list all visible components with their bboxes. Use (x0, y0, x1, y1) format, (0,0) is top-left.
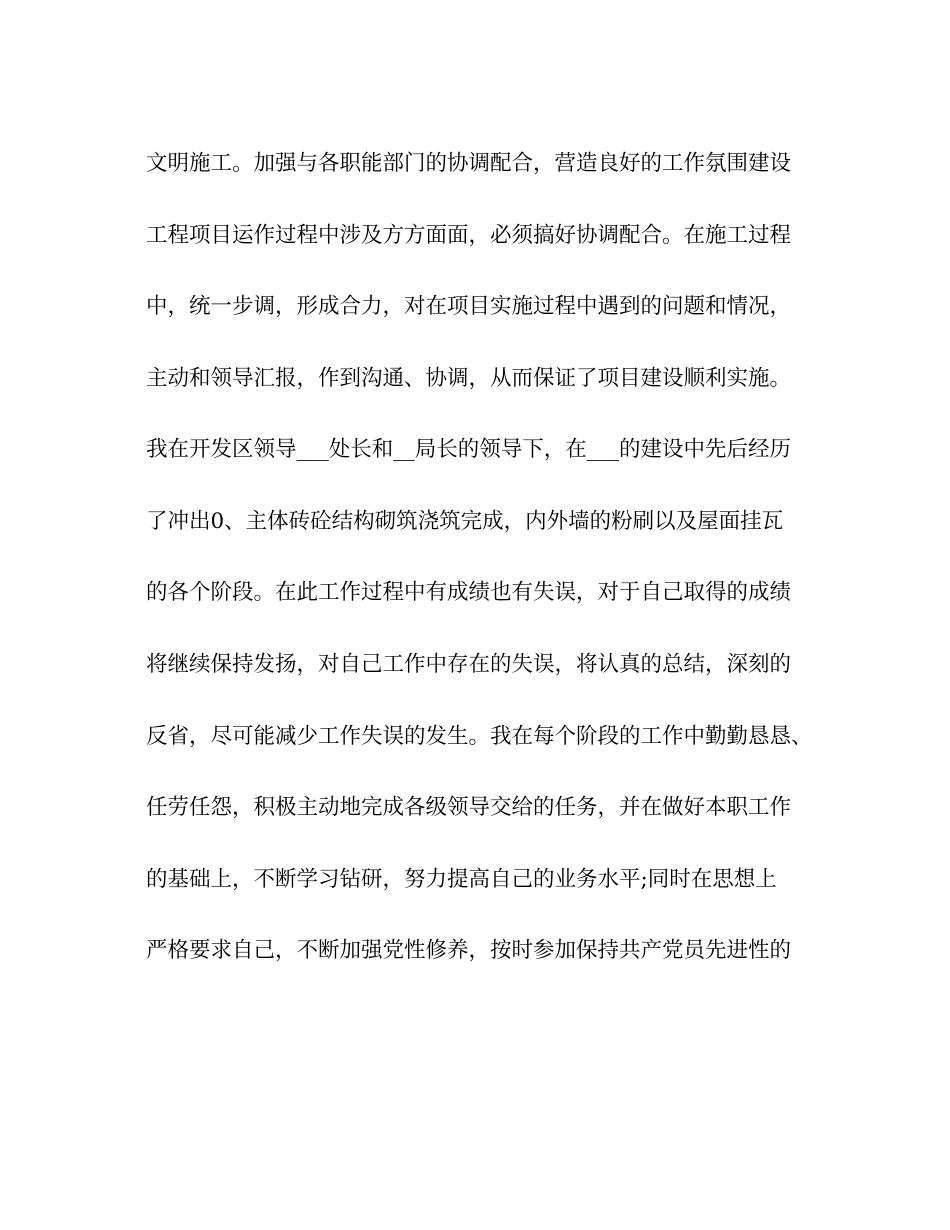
text-line-5: 我在开发区领导___处长和__局长的领导下，在___的建设中先后经历 (146, 437, 792, 463)
text-line-4: 主动和领导汇报，作到沟通、协调，从而保证了项目建设顺利实施。 (146, 365, 792, 391)
text-line-12: 严格要求自己，不断加强党性修养，按时参加保持共产党员先进性的 (146, 938, 792, 964)
text-line-3: 中，统一步调，形成合力，对在项目实施过程中遇到的问题和情况， (146, 294, 792, 320)
text-line-10: 任劳任怨，积极主动地完成各级领导交给的任务，并在做好本职工作 (146, 795, 792, 821)
text-line-2: 工程项目运作过程中涉及方方面面，必须搞好协调配合。在施工过程 (146, 222, 792, 248)
text-line-8: 将继续保持发扬，对自己工作中存在的失误，将认真的总结，深刻的 (146, 652, 792, 678)
text-line-6: 了冲出0、主体砖砼结构砌筑浇筑完成，内外墙的粉刷以及屋面挂瓦 (146, 508, 784, 534)
text-line-11: 的基础上，不断学习钻研，努力提高自己的业务水平;同时在思想上 (146, 866, 777, 892)
text-line-1: 文明施工。加强与各职能部门的协调配合，营造良好的工作氛围建设 (146, 151, 792, 176)
body-text (146, 140, 846, 999)
text-line-7: 的各个阶段。在此工作过程中有成绩也有失误，对于自己取得的成绩 (146, 580, 792, 606)
text-line-9: 反省，尽可能减少工作失误的发生。我在每个阶段的工作中勤勤恳恳、 (146, 723, 813, 749)
